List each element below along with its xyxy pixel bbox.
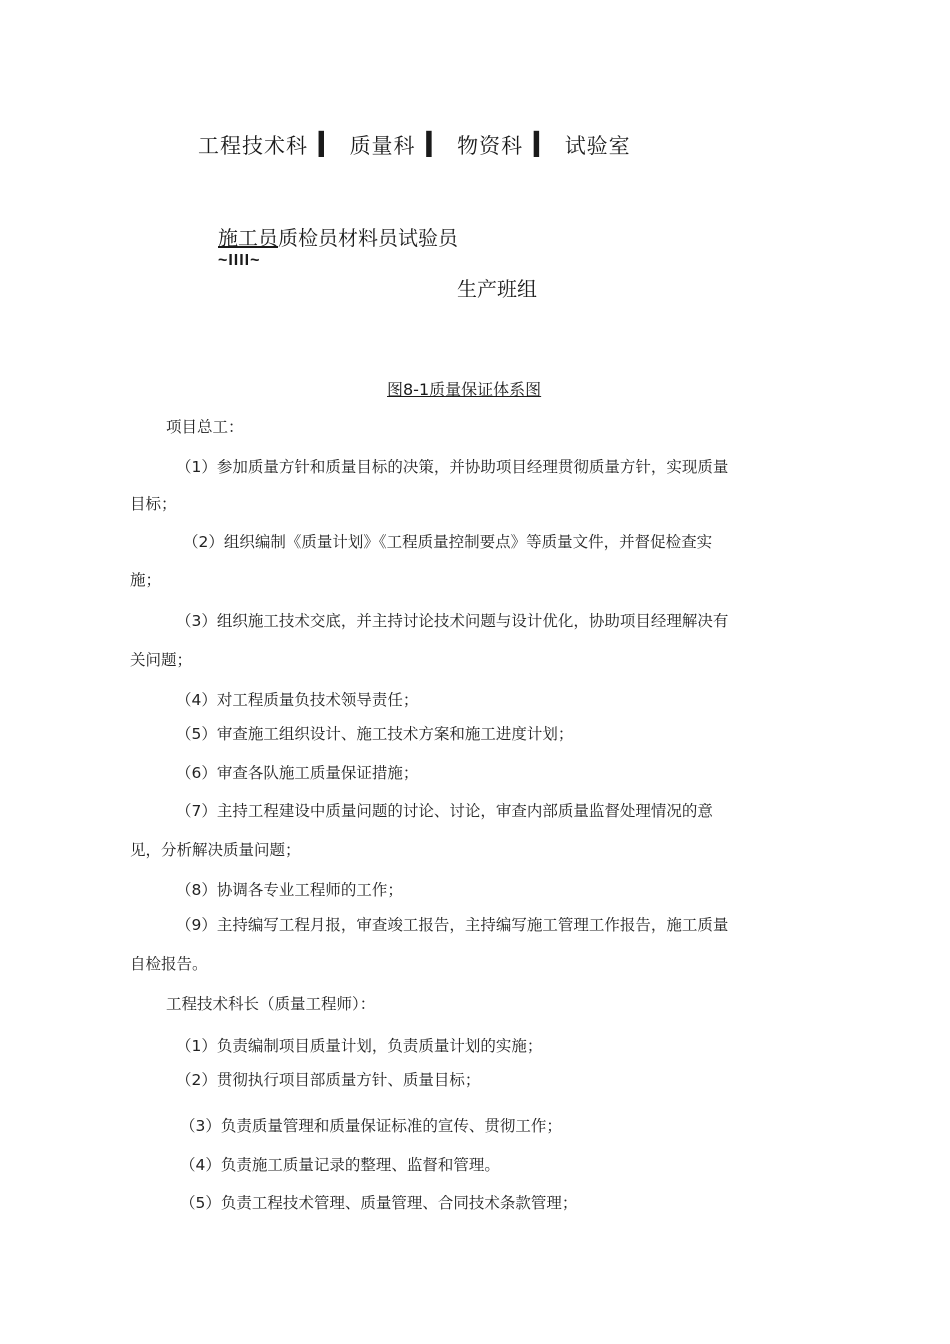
list-item: （5）审查施工组织设计、施工技术方案和施工进度计划； <box>176 725 574 743</box>
list-item: （3）组织施工技术交底，并主持讨论技术问题与设计优化，协助项目经理解决有 <box>176 612 729 630</box>
list-item: （4）负责施工质量记录的整理、监督和管理。 <box>180 1156 500 1174</box>
list-item: （3）负责质量管理和质量保证标准的宣传、贯彻工作； <box>180 1117 562 1135</box>
list-item: （6）审查各队施工质量保证措施； <box>176 764 419 782</box>
role-others: 质检员材料员试验员 <box>278 226 458 250</box>
section-heading: 项目总工： <box>166 418 244 436</box>
dept-engineering: 工程技术科 <box>198 134 308 158</box>
connector-bar: I <box>316 124 328 166</box>
org-chart-departments <box>198 120 631 166</box>
list-item: （2）组织编制《质量计划》《工程质量控制要点》等质量文件，并督促检查实 <box>183 533 713 551</box>
org-chart-roles <box>218 222 458 251</box>
dept-materials: 物资科 <box>457 134 524 158</box>
figure-caption: 图8-1质量保证体系图 <box>387 380 542 399</box>
connector-bar: I <box>423 124 436 166</box>
list-item-continuation: 关问题； <box>130 651 193 669</box>
org-chart-connector: ~IIII~ <box>218 252 261 269</box>
list-item-continuation: 施； <box>130 571 162 589</box>
list-item: （7）主持工程建设中质量问题的讨论、讨论，审查内部质量监督处理情况的意 <box>176 802 713 820</box>
dept-lab: 试验室 <box>564 134 631 158</box>
list-item: （4）对工程质量负技术领导责任； <box>176 691 419 709</box>
connector-bar: I <box>531 124 543 166</box>
dept-quality: 质量科 <box>349 134 416 158</box>
role-construction: 施工员 <box>218 226 278 250</box>
list-item-continuation: 自检报告。 <box>130 955 208 973</box>
list-item: （2）贯彻执行项目部质量方针、质量目标； <box>176 1071 481 1089</box>
list-item: （9）主持编写工程月报，审查竣工报告，主持编写施工管理工作报告，施工质量 <box>176 916 729 934</box>
list-item-continuation: 见，分析解决质量问题； <box>130 841 301 859</box>
list-item: （1）参加质量方针和质量目标的决策，并协助项目经理贯彻质量方针，实现质量 <box>176 458 729 476</box>
list-item: （8）协调各专业工程师的工作； <box>176 881 403 899</box>
section-heading: 工程技术科长（质量工程师）： <box>166 995 376 1013</box>
list-item: （5）负责工程技术管理、质量管理、合同技术条款管理； <box>180 1194 578 1212</box>
org-chart-bottom-node: 生产班组 <box>457 277 537 301</box>
list-item-continuation: 目标； <box>130 495 177 513</box>
list-item: （1）负责编制项目质量计划，负责质量计划的实施； <box>176 1037 543 1055</box>
